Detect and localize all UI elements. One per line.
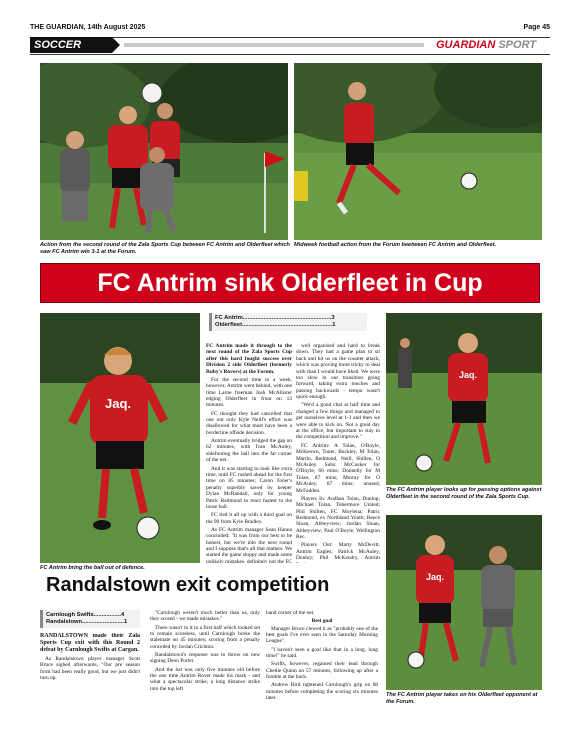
story2-column-3 (266, 610, 378, 710)
brand-sport: SPORT (498, 39, 537, 51)
story2-col2-p1: "Carnlough weren't much better than us, only they scored - we made mistakes." (150, 610, 260, 623)
story2-col3-p4: Swifts, however, regained their lead through Chedie Quinn on 57 minutes, following up after a fumble at the back. (266, 661, 378, 681)
story2-col2-p3: Randalstown's response was to throw on new signing Deon Porter. (150, 652, 260, 665)
story2-headline: Randalstown exit competition (46, 574, 330, 596)
photo-top-left (40, 63, 288, 240)
story1-score-away: Olderfleet........................................................1 (215, 322, 336, 328)
story2-col1-p1: RANDALSTOWN made their Zala Sports Cup exit with this Round 2 defeat by Carnlough Swifts at Cargan. (40, 633, 140, 653)
story1-col1-p4: Antrim eventually bridged the gap on 62 minutes, with Ivan McAuley, sidefooting the ball into the far corner of the net. (206, 438, 292, 464)
story1-headline: FC Antrim sink Olderfleet in Cup (97, 269, 483, 297)
brand-logo (436, 38, 536, 52)
section-bar-stripe (124, 43, 424, 47)
page-number: Page 45 (523, 24, 550, 31)
story1-col2-p3: FC Antrim: A Tolan, O'Boyle, McKeown, Toner, Buckley, M Tolan, Martin, Redmond, Neill, Shillen, O McAuley. Subs: McCusker for O'Boyle, 66 mins; Donnelly for M Tolan, 87 mins; Murray for O McAuley, 87 mins; unused, McFadden. (296, 442, 380, 494)
photo-mid-left (40, 313, 200, 563)
story1-column-2 (296, 343, 380, 563)
svg-text:Jaq.: Jaq. (104, 396, 132, 411)
story1-col1-p7: As FC Antrim manager Sean Hanna concluded: "It was from our best to be honest, but we're into the next round and I suppose that's all that matters. We started the game sloppy and made some unlikely mistakes, definitely not the FC (206, 526, 292, 563)
story1-col1-p2: For the second time in a week, however, Antrim went behind, with one time Larne freeman Josh McAllister edging Olderfleet in front on 13 minutes. (206, 376, 292, 409)
story1-col1-p6: FC tied it all up with a third goal on the 90 from Kyle Bradley. (206, 512, 292, 525)
story2-column-1 (40, 633, 140, 713)
story2-column-2 (150, 610, 260, 710)
story1-col2-p1: well organised and hard to break down. They had a game plan to sit back and hit us on the counter attack, which was proving more tricky to deal with than I would have liked. We were too slow in our transition going forward, taking extra touches and passing backwards - tempo wasn't quick enough. (296, 343, 380, 401)
caption-top-left: Action from the second round of the Zala Sports Cup between FC Antrim and Olderfleet which saw FC Antrim win 3-1 at the Forum. (40, 242, 290, 255)
story2-col2-p4: And the hat was only five minutes old before the one time Antrim Rover made his mark - and what a spectacular strike, a long distance strike into the top left (150, 666, 260, 692)
story2-col3-p1: hand corner of the net. (266, 610, 315, 616)
caption-mid-right: The FC Antrim player looks up for passing options against Olderfleet in the second round of the Zala Sports Cup. (386, 487, 542, 500)
svg-text:Jaq.: Jaq. (425, 572, 445, 582)
story2-scorebox (40, 610, 140, 628)
story1-column-1 (206, 343, 292, 563)
story1-col2-p5: Players Out: Marty McDevitt, Antrim Eagles; Patrick McAuley, Dunloy; Phil McKendry, Antrim (296, 542, 380, 562)
story1-scorebox (209, 313, 367, 331)
story2-col2-p2: There wasn't in it in a first half which looked set to remain scoreless, until Carnlough broke the stalemate on 45 minutes; scoring from a penalty conceded by Jordan Crichton. (150, 624, 260, 650)
story2-score-away: Randalstown..........................1 (46, 619, 128, 625)
photo-mid-right (386, 313, 542, 485)
story2-col3-p2: Manager Bruce clewed it as "probably one of the best goals I've ever seen in the Saturday Morning League". (266, 625, 378, 645)
section-arrow-icon (112, 37, 120, 53)
story1-col1-p1: FC Antrim made it through to the next round of the Zala Sports Cup after this hard fought success over Division 2 side Olderfleet (formerly Ruby's Rovers) at the Forum. (206, 343, 292, 375)
story2-score-home: Carnlough Swifts.................4 (46, 612, 125, 618)
brand-main: GUARDIAN (436, 39, 496, 51)
story1-score-home: FC Antrim.......................................................3 (215, 315, 335, 321)
top-line (30, 24, 550, 31)
story1-col1-p3: FC thought they had cancelled that one out only Kyle Neill's effort was disallowed for what must have been a borderline offside decision. (206, 410, 292, 436)
story1-col1-p5: And it was starting to look like extra time, until FC rushed ahead for the first time on 85 minutes; Caron Toner's penalty superbly saved by keeper Dylan McRandall, only for young Patric Redmond to react fastest to the loose ball. (206, 465, 292, 510)
svg-text:Jaq.: Jaq. (458, 370, 478, 380)
date-line: THE GUARDIAN, 14th August 2025 (30, 24, 146, 31)
story2-col3-p3: "I haven't seen a goal like that in a long, long time!" he said. (266, 646, 378, 660)
caption-mid-left: FC Antrim bring the ball out of defence. (40, 565, 145, 571)
photo-top-right (294, 63, 542, 240)
story1-col2-p2: "We'd a good chat at half time and changed a few things and managed to get ourselves level at 1-1 and then we were able to kick on. Not a great day at the office, but important to stay in the competition and improve." (296, 402, 380, 441)
section-label: SOCCER (30, 37, 112, 53)
story2-col3-p5: Andrew Bird tightened Carnlough's grip on 68 minutes before completing the scoring six minutes later. (266, 682, 378, 702)
story1-col2-p4: Players In: Aodhan Tolan, Dunlop; Michael Tolan, Tobermore United; Phil Shillen, FC Moylena; Patric Redmond, ex Northland Youth; Reece Sloan, Abbeyview; Jordan Sloan, Abbeyview; Paul O'Boyle, Wellington Rec. (296, 495, 380, 541)
story2-col1-p2: As Randalstown player manager Scott Bruce sighed afterwards, "Our pre season form had been really good, but we just didn't turn up. (40, 655, 140, 682)
caption-bottom-right: The FC Antrim player takes on his Olderfleet opponent at the Forum. (386, 692, 538, 705)
caption-top-right: Midweek football action from the Forum beetween FC Antrim and Olderfleet. (294, 242, 497, 248)
story2-subheading: Best goal (311, 618, 333, 625)
photo-bottom-right (386, 515, 542, 690)
